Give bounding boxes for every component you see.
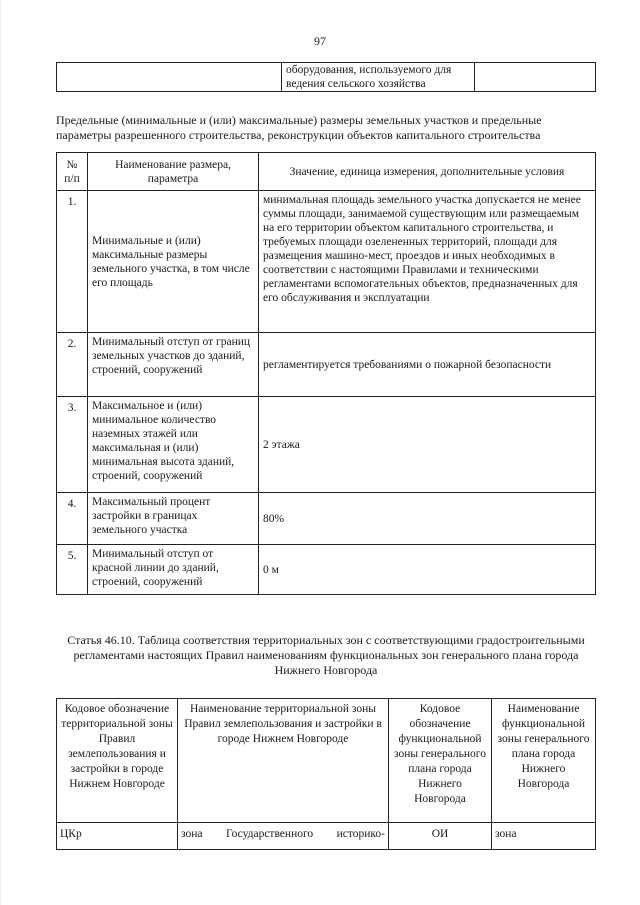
page-number: 97 [314,34,326,48]
row-name: Максимальное и (или) минимальное количество наземных этажей или максимальная и (или) минимальная высота зданий, строений, сооружений [88,397,259,493]
cell-name-functional: зона [492,823,596,850]
table-row [57,493,596,545]
row-num: 2. [57,333,88,397]
row-name: Минимальный отступ от границ земельных участков до зданий, строений, сооружений [88,333,259,397]
table-row [57,545,596,595]
table-cell [57,63,282,92]
table-row [57,333,596,397]
table-row [57,397,596,493]
row-name: Максимальный процент застройки в границах земельного участка [88,493,259,545]
table-header-row [57,153,596,191]
row-num: 3. [57,397,88,493]
header-name-functional: Наименование функциональной зоны генерального плана города Нижнего Новгорода [492,699,596,823]
article-title: Статья 46.10. Таблица соответствия территориальных зон с соответствующими градостроительными регламентами настоящих Правил наименованиям функциональных зон генерального плана города Нижнего Новгорода [67,633,585,677]
row-num: 4. [57,493,88,545]
header-num: № п/п [57,153,88,191]
row-value: минимальная площадь земельного участка допускается не менее суммы площади, занимаемой существующим или размещаемым на его территории объектом капитального строительства, и требуемых площади озелененных территорий, площади для размещения машино-мест, проездов и иных необходимых в соответствии с настоящими Правилами и техническими регламентами вспомогательных объектов, предназначенных для его обслуживания и эксплуатации [259,191,596,333]
table-cell [475,63,596,92]
table-row [57,191,596,333]
table-row [57,823,596,850]
row-value: 80% [259,493,596,545]
header-value: Значение, единица измерения, дополнительные условия [259,153,596,191]
header-name-territorial: Наименование территориальной зоны Правил землепользования и застройки в городе Нижнем Новгороде [178,699,389,823]
cell-code-territorial: ЦКр [57,823,178,850]
row-name: Минимальный отступ от красной линии до зданий, строений, сооружений [88,545,259,595]
table-row [57,63,596,92]
row-num: 1. [57,191,88,333]
header-code-functional: Кодовое обозначение функциональной зоны генерального плана города Нижнего Новгорода [389,699,492,823]
table-header-row [57,699,596,823]
cell-name-territorial: зона Государственного историко- [178,823,389,850]
params-title: Предельные (минимальные и (или) максимальные) размеры земельных участков и предельные параметры разрешенного строительства, реконструкции объектов капитального строительства [56,113,542,142]
continuation-table [56,62,596,92]
header-name: Наименование размера, параметра [88,153,259,191]
zones-table [56,698,596,850]
params-table [56,152,596,595]
table-cell: оборудования, используемого для ведения сельского хозяйства [282,63,475,92]
row-name: Минимальные и (или) максимальные размеры земельного участка, в том числе его площадь [88,191,259,333]
row-value: 2 этажа [259,397,596,493]
page-edge [0,0,7,905]
row-num: 5. [57,545,88,595]
cell-code-functional: ОИ [389,823,492,850]
header-code-territorial: Кодовое обозначение территориальной зоны Правил землепользования и застройки в городе Нижнем Новгороде [57,699,178,823]
row-value: 0 м [259,545,596,595]
row-value: регламентируется требованиями о пожарной безопасности [259,333,596,397]
